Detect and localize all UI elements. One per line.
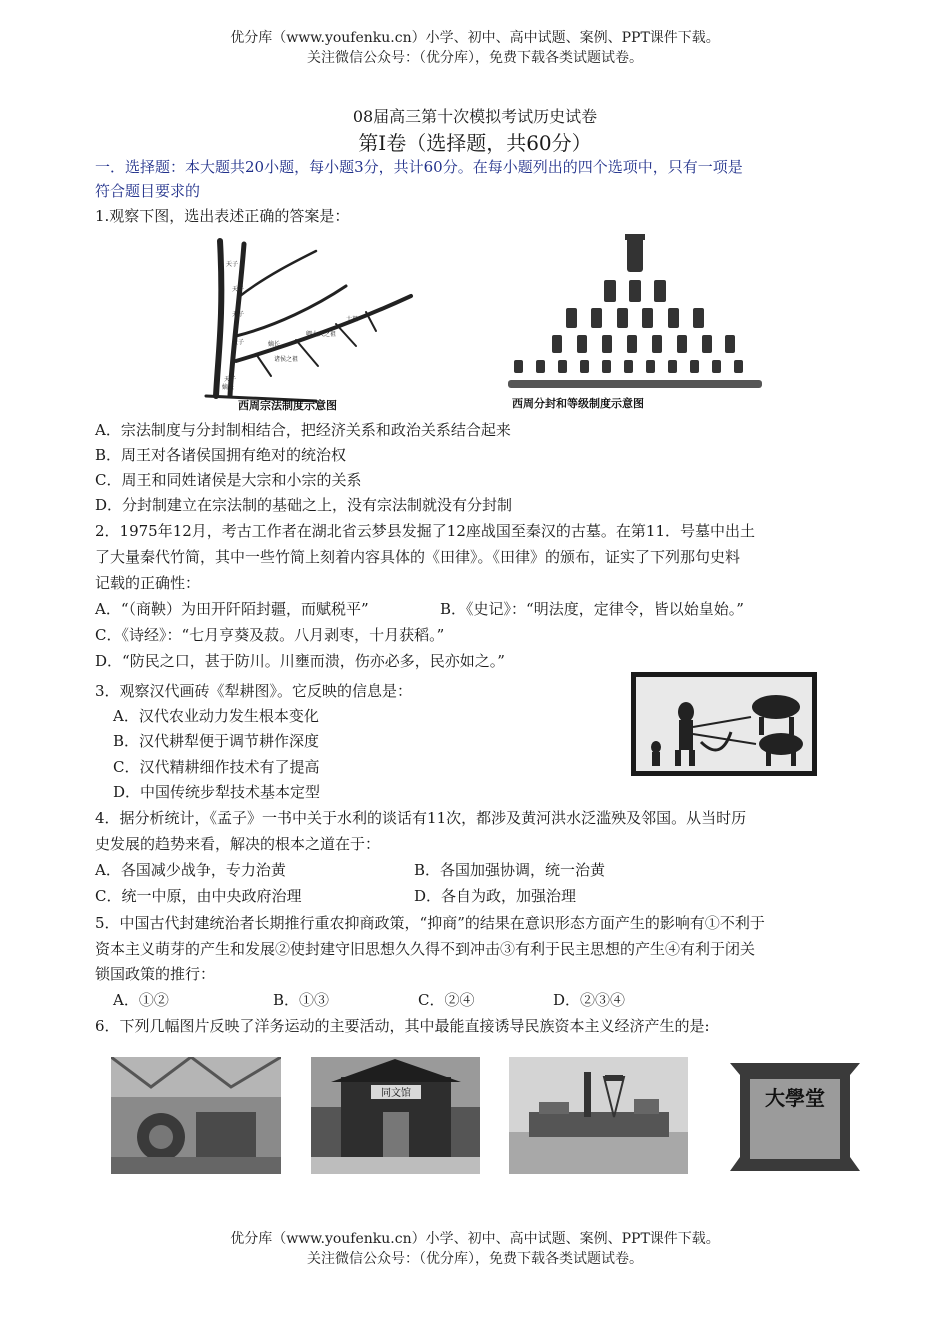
q5-option-a: A．①② <box>113 991 169 1009</box>
q1-stem: 1.观察下图，选出表述正确的答案是： <box>95 207 350 225</box>
q5-option-c: C．②④ <box>418 991 475 1009</box>
q1-option-d: D．分封制建立在宗法制的基础之上，没有宗法制就没有分封制 <box>95 496 513 514</box>
q4-option-d: D．各自为政，加强治理 <box>414 887 577 905</box>
tongwenguan-gate-photo <box>311 1057 480 1174</box>
q4-option-b: B．各国加强协调，统一治黄 <box>414 861 606 879</box>
tree-label: 诸侯之祖 <box>274 356 299 363</box>
q4-option-a: A．各国减少战争，专力治黄 <box>95 861 286 879</box>
q3-option-d: D．中国传统步犁技术基本定型 <box>113 783 321 801</box>
footer-line-2: 关注微信公众号：（优分库），免费下载各类试题试卷。 <box>307 1251 643 1267</box>
instructions-line-1: 一．选择题：本大题共20小题，每小题3分，共计60分。在每小题列出的四个选项中，只有一项是 <box>95 158 743 176</box>
q2-option-c: C．《诗经》：“七月亨葵及菽。八月剥枣，十月获稻。” <box>95 626 445 644</box>
fenfeng-caption: 西周分封和等级制度示意图 <box>512 397 644 410</box>
exam-title: 08届高三第十次模拟考试历史试卷 <box>352 107 598 126</box>
q2-stem-1: 2．1975年12月，考古工作者在湖北省云梦县发掘了12座战国至秦汉的古墓。在第11．号墓中出土 <box>95 522 755 540</box>
q5-option-d: D．②③④ <box>553 991 626 1009</box>
tree-label: 嫡长 <box>222 384 235 391</box>
imperial-university-plaque-photo <box>722 1057 868 1178</box>
q5-option-b: B．①③ <box>273 991 330 1009</box>
q5-stem-1: 5．中国古代封建统治者长期推行重农抑商政策，“抑商”的结果在意识形态方面产生的影响有①不利于 <box>95 914 765 932</box>
footer-line-1: 优分库（www.youfenku.cn）小学、初中、高中试题、案例、PPT课件下载。 <box>230 1231 720 1247</box>
q1-option-b: B．周王对各诸侯国拥有绝对的统治权 <box>95 446 347 464</box>
part-title: 第Ⅰ卷（选择题，共60分） <box>358 131 592 155</box>
q4-option-c: C．统一中原，由中央政府治理 <box>95 887 302 905</box>
q2-stem-2: 了大量秦代竹简，其中一些竹简上刻着内容具体的《田律》。《田律》的颁布，证实了下列那句史料 <box>95 548 741 566</box>
gate-sign-text: 同文馆 <box>381 1088 411 1099</box>
zongfa-tree-figure <box>196 236 426 412</box>
q5-stem-3: 锁国政策的推行： <box>95 965 216 983</box>
q2-option-b: B．《史记》：“明法度，定律令，皆以始皇始。” <box>440 600 744 618</box>
instructions-line-2: 符合题目要求的 <box>95 182 201 200</box>
q4-stem-2: 史发展的趋势来看，解决的根本之道在于： <box>95 835 381 853</box>
plaque-text: 大學堂 <box>765 1086 825 1110</box>
tree-label: 士祖 <box>346 316 359 323</box>
factory-machinery-photo <box>111 1057 281 1174</box>
zongfa-caption: 西周宗法制度示意图 <box>238 399 337 412</box>
han-plowing-brick-image <box>631 672 817 776</box>
header-line-2: 关注微信公众号：（优分库），免费下载各类试题试卷。 <box>307 50 643 66</box>
coal-mine-photo <box>509 1057 688 1174</box>
q3-stem: 3．观察汉代画砖《犁耕图》。它反映的信息是： <box>95 682 413 700</box>
tree-label: 天子 <box>224 376 237 383</box>
q3-option-a: A．汉代农业动力发生根本变化 <box>113 707 319 725</box>
q3-option-b: B．汉代耕犁便于调节耕作深度 <box>113 732 320 750</box>
tree-label: 天子 <box>232 286 245 293</box>
q1-option-c: C．周王和同姓诸侯是大宗和小宗的关系 <box>95 471 362 489</box>
q6-stem: 6．下列几幅图片反映了洋务运动的主要活动，其中最能直接诱导民族资本主义经济产生的是: <box>95 1017 710 1035</box>
tree-label: 嫡长 <box>268 341 281 348</box>
tree-label: 卿大夫之祖 <box>306 331 337 338</box>
q3-option-c: C．汉代精耕细作技术有了提高 <box>113 758 320 776</box>
q4-stem-1: 4．据分析统计，《孟子》一书中关于水利的谈话有11次，都涉及黄河洪水泛滥殃及邻国。从当时历 <box>95 809 747 827</box>
fenfeng-pyramid-figure <box>500 232 770 412</box>
q1-option-a: A．宗法制度与分封制相结合，把经济关系和政治关系结合起来 <box>95 421 511 439</box>
q2-option-a: A．“（商鞅）为田开阡陌封疆，而赋税平” <box>95 600 369 618</box>
q5-stem-2: 资本主义萌芽的产生和发展②使封建守旧思想久久得不到冲击③有利于民主思想的产生④有利于闭关 <box>95 940 756 958</box>
tree-label: 天子 <box>226 261 239 268</box>
tree-label: 天子 <box>232 311 245 318</box>
header-line-1: 优分库（www.youfenku.cn）小学、初中、高中试题、案例、PPT课件下载。 <box>230 30 720 46</box>
q2-stem-3: 记载的正确性： <box>95 574 201 592</box>
q2-option-d: D．“防民之口，甚于防川。川壅而溃，伤亦必多，民亦如之。” <box>95 652 505 670</box>
tree-label: 天子 <box>232 339 245 346</box>
